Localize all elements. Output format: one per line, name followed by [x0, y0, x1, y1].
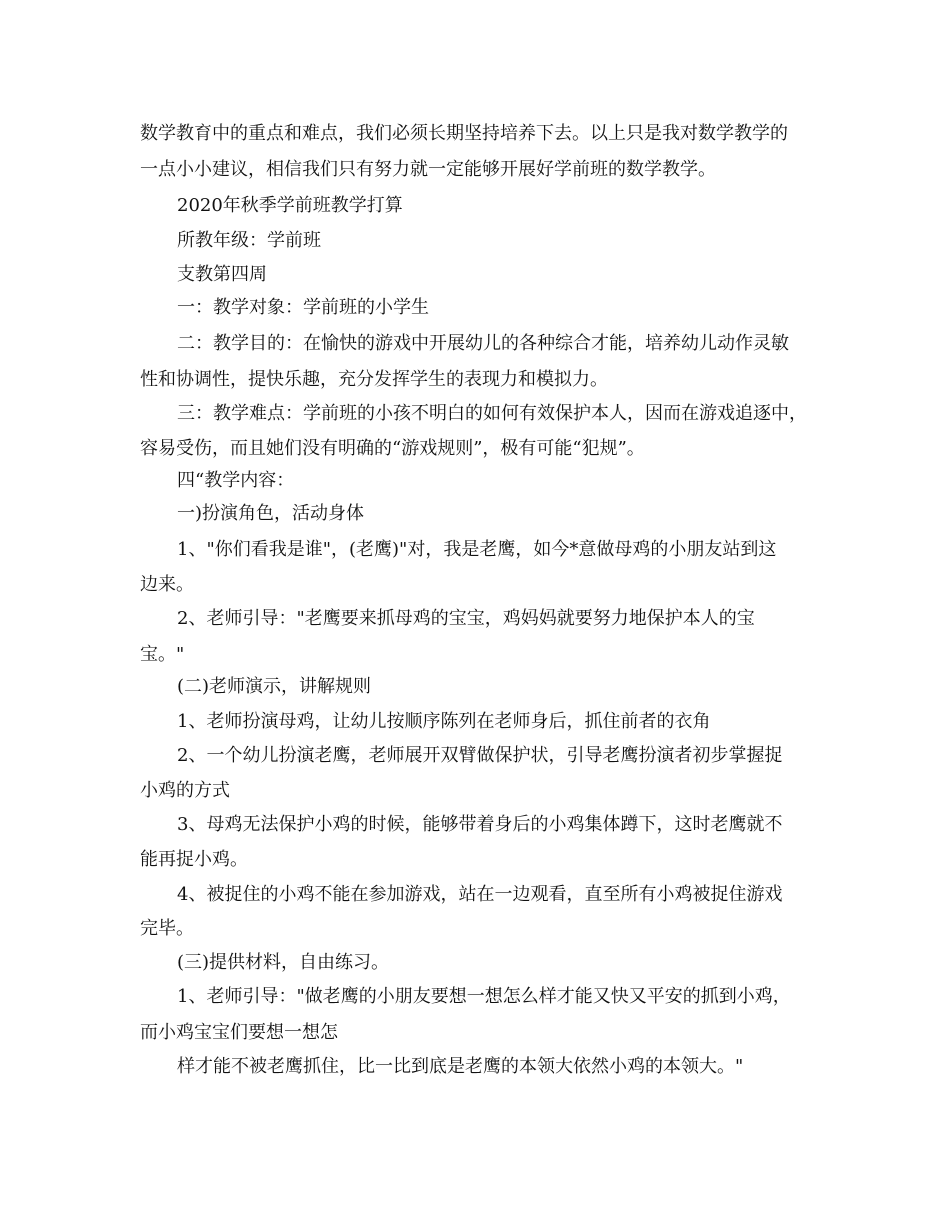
paragraph-line: 宝。" [140, 644, 185, 665]
paragraph-line: 2、一个幼儿扮演老鹰，老师展开双臂做保护状，引导老鹰扮演者初步掌握捉 [177, 745, 783, 766]
paragraph-line: 三：教学难点：学前班的小孩不明白的如何有效保护本人，因而在游戏追逐中， [177, 403, 807, 424]
paragraph-line: 数学教育中的重点和难点，我们必须长期坚持培养下去。以上只是我对数学教学的 [140, 123, 788, 144]
paragraph-line: 4、被捉住的小鸡不能在参加游戏，站在一边观看，直至所有小鸡被捉住游戏 [177, 884, 783, 905]
paragraph-line: 样才能不被老鹰抓住，比一比到底是老鹰的本领大依然小鸡的本领大。" [177, 1056, 744, 1077]
paragraph-line: 四“教学内容： [177, 470, 295, 491]
paragraph-line: 3、母鸡无法保护小鸡的时候，能够带着身后的小鸡集体蹲下，这时老鹰就不 [177, 814, 783, 835]
paragraph-line: 小鸡的方式 [140, 780, 230, 801]
paragraph-line: 容易受伤，而且她们没有明确的“游戏规则”，极有可能“犯规”。 [140, 438, 645, 459]
paragraph-line: 支教第四周 [177, 264, 267, 285]
document-heading: 2020年秋季学前班教学打算 [177, 195, 403, 216]
paragraph-line: 所教年级：学前班 [177, 230, 321, 251]
paragraph-line: (三)提供材料，自由练习。 [177, 952, 390, 973]
paragraph-line: 一：教学对象：学前班的小学生 [177, 297, 429, 318]
paragraph-line: 一)扮演角色，活动身体 [177, 503, 365, 524]
paragraph-line: 1、老师引导："做老鹰的小朋友要想一想怎么样才能又快又平安的抓到小鸡， [177, 986, 791, 1007]
paragraph-line: 二：教学目的：在愉快的游戏中开展幼儿的各种综合才能，培养幼儿动作灵敏 [177, 333, 789, 354]
paragraph-line: 2、老师引导："老鹰要来抓母鸡的宝宝，鸡妈妈就要努力地保护本人的宝 [177, 608, 755, 629]
paragraph-line: 性和协调性，提快乐趣，充分发挥学生的表现力和模拟力。 [140, 369, 608, 390]
paragraph-line: 边来。 [140, 574, 194, 595]
paragraph-line: 一点小小建议，相信我们只有努力就一定能够开展好学前班的数学教学。 [140, 159, 716, 180]
paragraph-line: 1、老师扮演母鸡，让幼儿按顺序陈列在老师身后，抓住前者的衣角 [177, 711, 711, 732]
paragraph-line: (二)老师演示，讲解规则 [177, 676, 372, 697]
paragraph-line: 1、"你们看我是谁"，(老鹰)"对，我是老鹰，如今*意做母鸡的小朋友站到这 [177, 539, 777, 560]
paragraph-line: 完毕。 [140, 918, 194, 939]
paragraph-line: 而小鸡宝宝们要想一想怎 [140, 1022, 338, 1043]
paragraph-line: 能再捉小鸡。 [140, 849, 248, 870]
